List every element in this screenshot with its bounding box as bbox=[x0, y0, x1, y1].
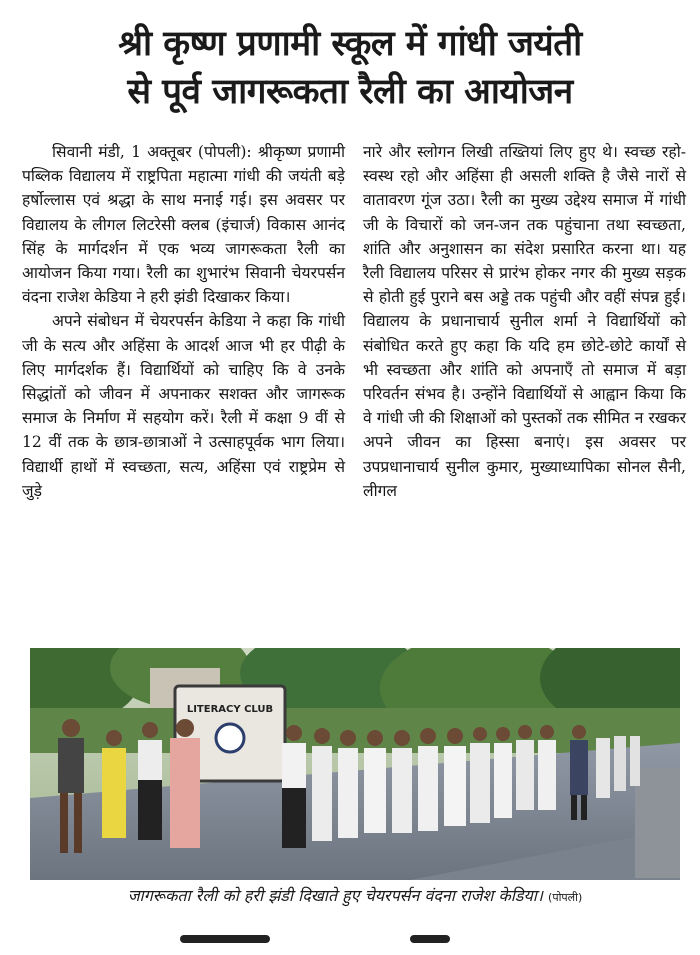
article-paragraph-2: अपने संबोधन में चेयरपर्सन केडिया ने कहा कि गांधी जी के सत्य और अहिंसा के आदर्श आज भी हर पीढ़ी के लिए मार्गदर्शक हैं। विद्यार्थियों को चाहिए कि वे उनके सिद्धांतों को जीवन में अपनाकर सशक्त और जागरूक समाज के निर्माण में सहयोग करें। रैली में कक्षा 9 वीं से 12 वीं तक के छात्र-छात्राओं ने उत्साहपूर्वक भाग लिया। विद्यार्थी हाथों में स्वच्छता, सत्य, अहिंसा एवं राष्ट्रप्रेम से जुड़े bbox=[22, 312, 345, 500]
photo-credit: (पोपली) bbox=[548, 891, 583, 904]
headline bbox=[0, 20, 700, 116]
next-article-headline-cut bbox=[150, 925, 570, 955]
article-column-left bbox=[22, 140, 345, 503]
paragraph-1-body: श्रीकृष्ण प्रणामी पब्लिक विद्यालय में राष्ट्रपिता महात्मा गांधी की जयंती बड़े हर्षोल्लास एवं श्रद्धा के साथ मनाई गई। इस अवसर पर विद्यालय के लीगल लिटरेसी क्लब (इंचार्ज) विकास आनंद सिंह के मार्गदर्शन में एक भव्य जागरूकता रैली का आयोजन किया गया। रैली का शुभारंभ सिवानी चेयरपर्सन वंदना राजेश केडिया ने हरी झंडी दिखाकर किया। bbox=[22, 143, 345, 307]
headline-line-1: श्री कृष्ण प्रणामी स्कूल में गांधी जयंती bbox=[118, 24, 582, 64]
article-paragraph-continued: नारे और स्लोगन लिखी तख्तियां लिए हुए थे। स्वच्छ रहो- स्वस्थ रहो और अहिंसा ही असली शक्ति है जैसे नारों से वातावरण गूंज उठा। रैली का मुख्य उद्देश्य समाज में गांधी जी के विचारों को जन-जन तक पहुंचाना तथा स्वच्छता, शांति और अनुशासन का संदेश प्रसारित करना था। यह रैली विद्यालय परिसर से प्रारंभ होकर नगर की मुख्य सड़क से होती हुई पुराने बस अड्डे तक पहुंची और वहीं संपन्न हुई। विद्यालय के प्रधानाचार्य सुनील शर्मा ने विद्यार्थियों को संबोधित करते हुए कहा कि यदि हम छोटे-छोटे कार्यों से भी स्वच्छता और शांति को अपनाएँ तो समाज में बड़ा परिवर्तन संभव है। उन्होंने विद्यार्थियों से आह्वान किया कि वे गांधी जी की शिक्षाओं को पुस्तकों तक सीमित न रखकर अपने जीवन का हिस्सा बनाएं। इस अवसर पर उपप्रधानाचार्य सुनील कुमार, मुख्याध्यापिका सोनल सैनी, लीगल bbox=[363, 143, 686, 500]
caption-text: जागरूकता रैली को हरी झंडी दिखाते हुए चेयरपर्सन वंदना राजेश केडिया। bbox=[127, 886, 543, 905]
photo-caption bbox=[30, 884, 680, 906]
news-photo bbox=[30, 648, 680, 880]
article-paragraph-1 bbox=[22, 140, 345, 309]
banner-text: LITERACY CLUB bbox=[186, 704, 274, 715]
headline-line-2: से पूर्व जागरूकता रैली का आयोजन bbox=[127, 72, 573, 112]
article-column-right bbox=[363, 140, 686, 503]
dateline: सिवानी मंडी, 1 अक्तूबर (पोपली): bbox=[52, 143, 252, 161]
